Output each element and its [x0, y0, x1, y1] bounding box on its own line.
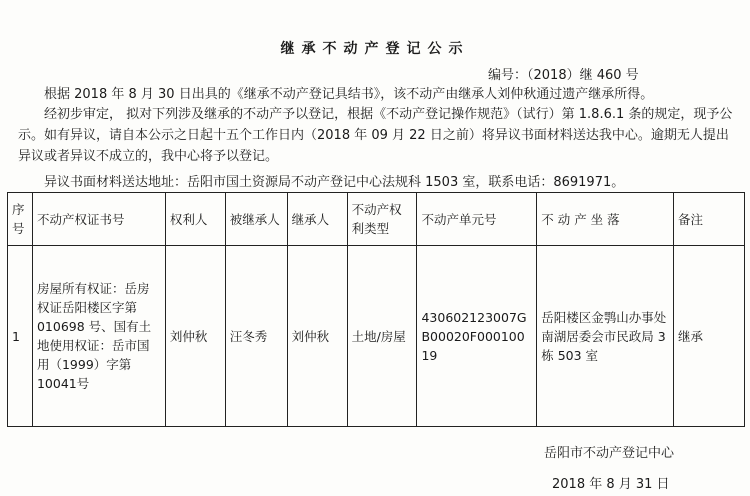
document-number: 编号：（2018）继 460 号 [488, 68, 639, 83]
cell-remark: 继承 [674, 246, 745, 427]
header-heir: 继承人 [287, 193, 347, 246]
cell-location: 岳阳楼区金鹗山办事处南湖居委会市民政局 3 栋 503 室 [537, 246, 674, 427]
page-title: 继承不动产登记公示 [280, 41, 470, 57]
header-unit-no: 不动产单元号 [417, 193, 537, 246]
cell-cert-no: 房屋所有权证：岳房权证岳阳楼区字第010698 号、国有土地使用权证：岳市国用（1999）字第 10041号 [32, 246, 165, 427]
registration-table [7, 192, 745, 427]
header-decedent: 被继承人 [225, 193, 287, 246]
header-right-type: 不动产权利类型 [347, 193, 417, 246]
issue-date: 2018 年 8 月 31 日 [552, 477, 670, 492]
header-cert-no: 不动产权证书号 [32, 193, 165, 246]
table-header-row [8, 193, 745, 246]
cell-owner: 刘仲秋 [165, 246, 225, 427]
cell-seq: 1 [8, 246, 33, 427]
header-remark: 备注 [674, 193, 745, 246]
header-seq: 序号 [8, 193, 33, 246]
cell-unit-no: 430602123007GB00020F00010019 [417, 246, 537, 427]
paragraph-basis: 根据 2018 年 8 月 30 日出具的《继承不动产登记具结书》，该不动产由继承人刘仲秋通过遗产继承所得。 [44, 87, 654, 102]
header-location: 不 动 产 坐 落 [537, 193, 674, 246]
table-row [8, 246, 745, 427]
paragraph-review: 经初步审定， 拟对下列涉及继承的不动产予以登记，根据《不动产登记操作规范》（试行）第 1.8.6.1 条的规定，现予公示。如有异议，请自本公示之日起十五个工作日内（2018 年 09 月 22 日之前）将异议书面材料送达我中心。逾期无人提出异议或者异议不成立的，我中心将予以登记。 [18, 107, 733, 164]
paragraph-address: 异议书面材料送达地址：岳阳市国土资源局不动产登记中心法规科 1503 室，联系电话：8691971。 [44, 175, 625, 190]
cell-right-type: 土地/房屋 [347, 246, 417, 427]
header-owner: 权利人 [165, 193, 225, 246]
cell-decedent: 汪冬秀 [225, 246, 287, 427]
cell-heir: 刘仲秋 [287, 246, 347, 427]
issuing-organization: 岳阳市不动产登记中心 [544, 446, 675, 461]
